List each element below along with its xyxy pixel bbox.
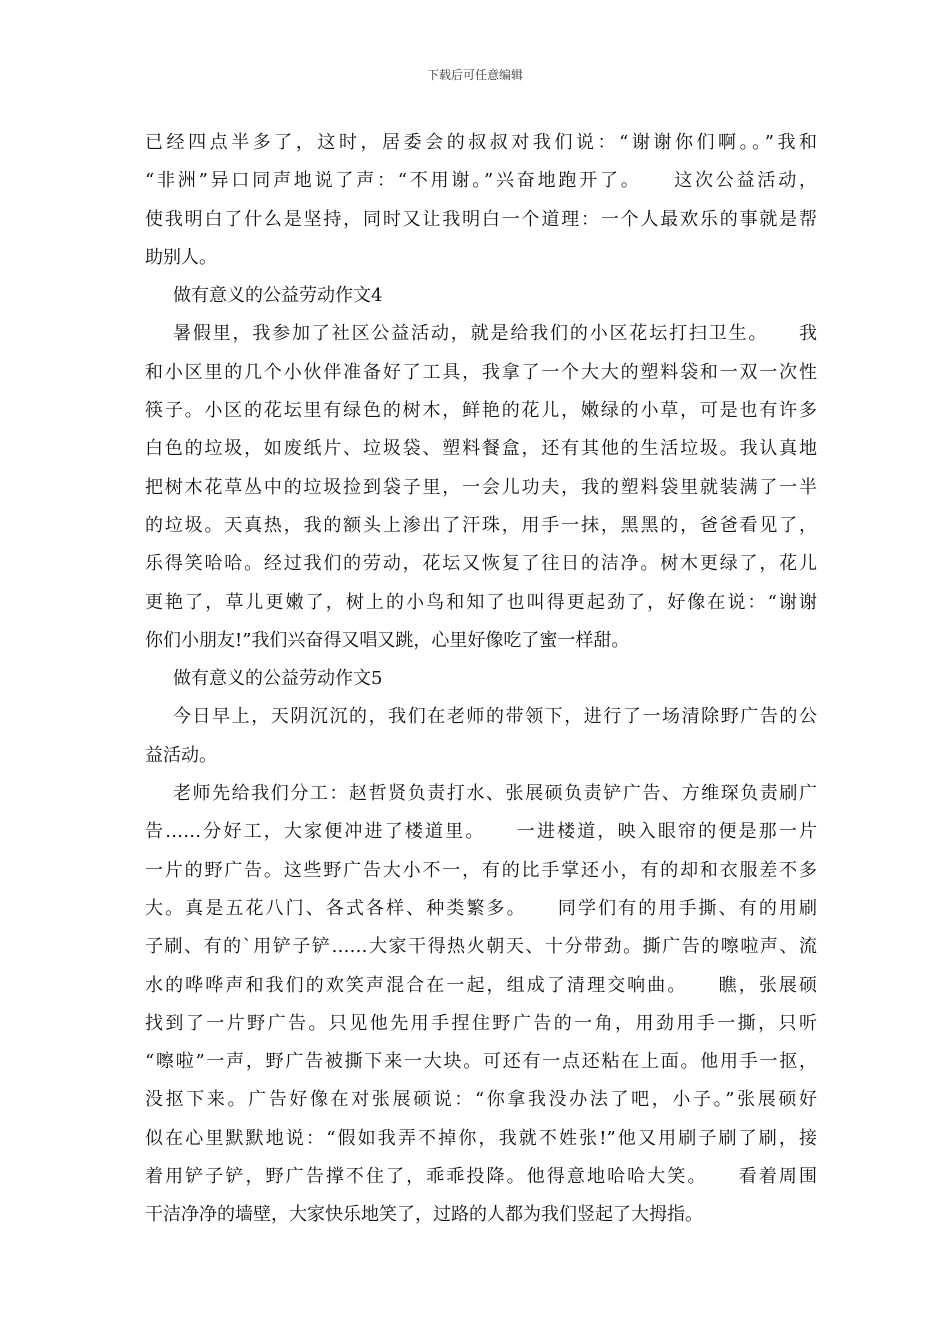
text-line: 已经四点半多了，这时，居委会的叔叔对我们说：“谢谢你们啊。。”我和 [145, 132, 817, 153]
text-line: 子刷、有的`用铲子铲……大家干得热火朝天、十分带劲。撕广告的嚓啦声、流 [145, 936, 817, 958]
text-line: 暑假里，我参加了社区公益活动，就是给我们的小区花坛打扫卫生。 我 [173, 323, 817, 345]
text-line: 着用铲子铲，野广告撑不住了，乖乖投降。他得意地哈哈大笑。 看着周围 [145, 1166, 817, 1188]
text-line: 告……分好工，大家便冲进了楼道里。 一进楼道，映入眼帘的便是那一片 [145, 821, 817, 843]
text-line: 使我明白了什么是坚持，同时又让我明白一个道理：一个人最欢乐的事就是帮 [145, 208, 817, 230]
text-line: 更艳了，草儿更嫩了，树上的小鸟和知了也叫得更起劲了，好像在说：“谢谢 [145, 591, 817, 613]
text-line: 找到了一片野广告。只见他先用手捏住野广告的一角，用劲用手一撕，只听 [145, 1012, 817, 1034]
text-line: 助别人。 [145, 246, 217, 268]
text-line: 水的哗哗声和我们的欢笑声混合在一起，组成了清理交响曲。 瞧，张展硕 [145, 974, 817, 996]
text-line: 干洁净净的墙壁，大家快乐地笑了，过路的人都为我们竖起了大拇指。 [145, 1204, 703, 1226]
section-heading: 做有意义的公益劳动作文4 [173, 285, 383, 307]
text-line: “嚓啦”一声，野广告被撕下来一大块。可还有一点还粘在上面。他用手一抠， [145, 1051, 817, 1073]
text-line: 似在心里默默地说：“假如我弄不掉你，我就不姓张!”他又用刷子刷了刷，接 [145, 1127, 817, 1149]
text-line: 和小区里的几个小伙伴准备好了工具，我拿了一个大大的塑料袋和一双一次性 [145, 361, 817, 383]
text-line: 大。真是五花八门、各式各样、种类繁多。 同学们有的用手撕、有的用刷 [145, 897, 817, 919]
text-line: 乐得笑哈哈。经过我们的劳动，花坛又恢复了往日的洁净。树木更绿了，花儿 [145, 553, 817, 575]
text-line: 白色的垃圾，如废纸片、垃圾袋、塑料餐盒，还有其他的生活垃圾。我认真地 [145, 438, 817, 460]
article-body [145, 124, 817, 1235]
text-line: 把树木花草丛中的垃圾捡到袋子里，一会儿功夫，我的塑料袋里就装满了一半 [145, 476, 817, 498]
text-line: 筷子。小区的花坛里有绿色的树木，鲜艳的花儿，嫩绿的小草，可是也有许多 [145, 400, 817, 422]
page-header: 下载后可任意编辑 [426, 68, 523, 82]
text-line: 益活动。 [145, 744, 217, 766]
text-line: 老师先给我们分工：赵哲贤负责打水、张展硕负责铲广告、方维琛负责刷广 [173, 783, 817, 805]
text-line: 的垃圾。天真热，我的额头上渗出了汗珠，用手一抹，黑黑的，爸爸看见了， [145, 514, 817, 536]
text-line: 没抠下来。广告好像在对张展硕说：“你拿我没办法了吧，小子。”张展硕好 [145, 1089, 817, 1111]
text-line: 今日早上，天阴沉沉的，我们在老师的带领下，进行了一场清除野广告的公 [173, 706, 817, 728]
text-line: 一片的野广告。这些野广告大小不一，有的比手掌还小，有的却和衣服差不多 [145, 859, 817, 881]
text-line: 你们小朋友!”我们兴奋得又唱又跳，心里好像吃了蜜一样甜。 [145, 629, 630, 651]
section-heading: 做有意义的公益劳动作文5 [173, 668, 383, 690]
text-line: “非洲”异口同声地说了声：“不用谢。”兴奋地跑开了。 这次公益活动， [145, 170, 817, 192]
